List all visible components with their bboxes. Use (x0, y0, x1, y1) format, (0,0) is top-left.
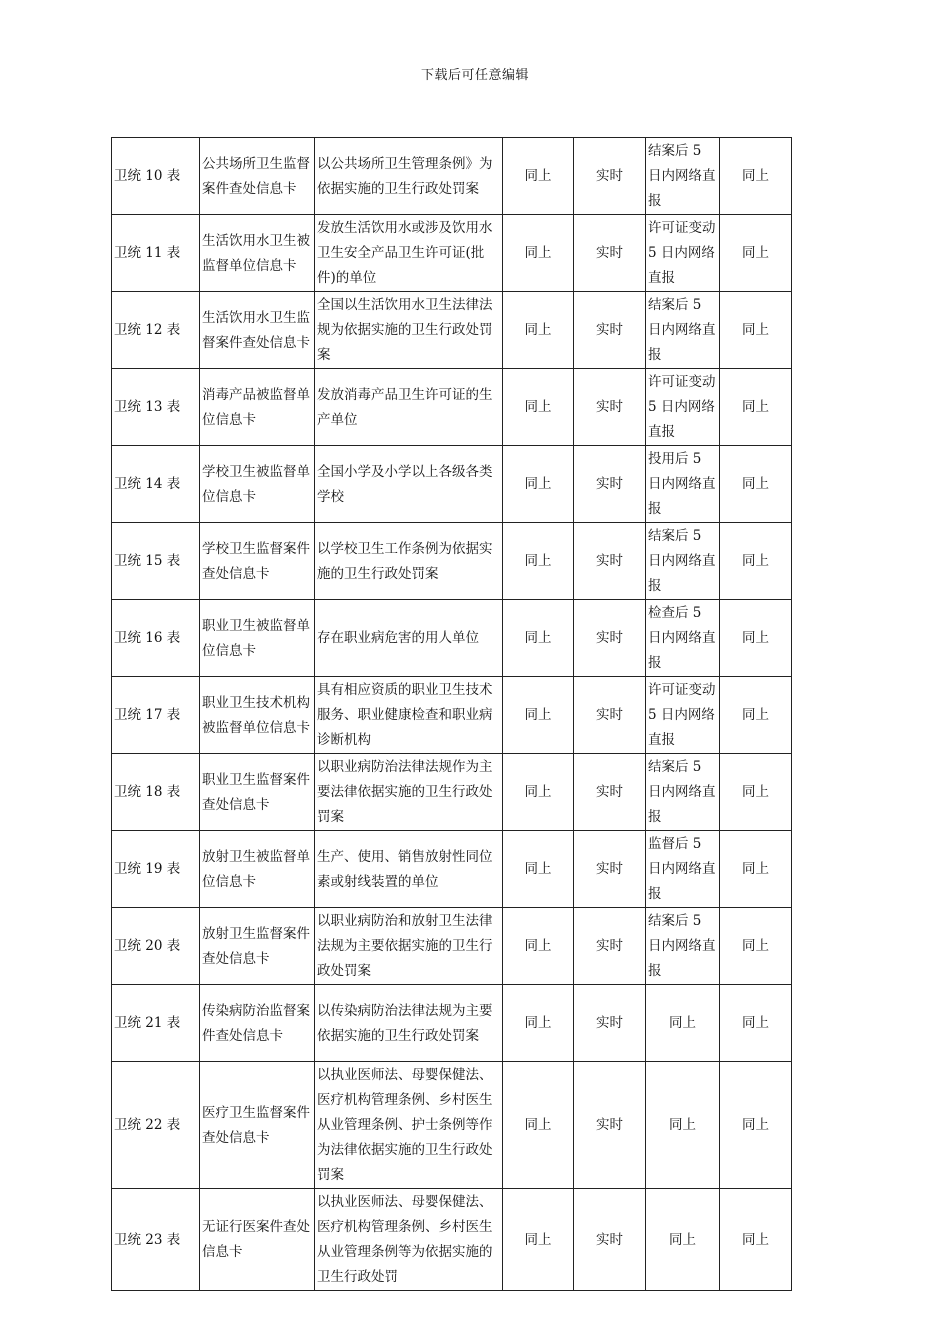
table-row (112, 1189, 792, 1291)
table-row (112, 600, 792, 677)
form-name-cell: 生活饮用水卫生被监督单位信息卡 (200, 215, 315, 292)
table-row (112, 677, 792, 754)
report-time-cell: 结案后 5 日内网络直报 (646, 754, 720, 831)
col4-cell: 同上 (503, 677, 574, 754)
form-code-cell: 卫统 14 表 (112, 446, 200, 523)
form-name-cell: 放射卫生被监督单位信息卡 (200, 831, 315, 908)
form-name-cell: 职业卫生被监督单位信息卡 (200, 600, 315, 677)
col7-cell: 同上 (720, 292, 792, 369)
col7-cell: 同上 (720, 985, 792, 1062)
form-code-cell: 卫统 13 表 (112, 369, 200, 446)
scope-cell: 全国小学及小学以上各级各类学校 (315, 446, 503, 523)
scope-cell: 生产、使用、销售放射性同位素或射线装置的单位 (315, 831, 503, 908)
col7-cell: 同上 (720, 754, 792, 831)
table-row (112, 369, 792, 446)
form-code-cell: 卫统 20 表 (112, 908, 200, 985)
table-row (112, 292, 792, 369)
col7-cell: 同上 (720, 1062, 792, 1189)
form-name-cell: 学校卫生监督案件查处信息卡 (200, 523, 315, 600)
frequency-cell: 实时 (574, 138, 646, 215)
scope-cell: 具有相应资质的职业卫生技术服务、职业健康检查和职业病诊断机构 (315, 677, 503, 754)
form-code-cell: 卫统 17 表 (112, 677, 200, 754)
col7-cell: 同上 (720, 831, 792, 908)
form-name-cell: 学校卫生被监督单位信息卡 (200, 446, 315, 523)
form-name-cell: 无证行医案件查处信息卡 (200, 1189, 315, 1291)
report-time-cell: 监督后 5 日内网络直报 (646, 831, 720, 908)
report-time-cell: 结案后 5 日内网络直报 (646, 138, 720, 215)
form-code-cell: 卫统 21 表 (112, 985, 200, 1062)
col7-cell: 同上 (720, 369, 792, 446)
scope-cell: 全国以生活饮用水卫生法律法规为依据实施的卫生行政处罚案 (315, 292, 503, 369)
table-row (112, 1062, 792, 1189)
scope-cell: 以学校卫生工作条例为依据实施的卫生行政处罚案 (315, 523, 503, 600)
frequency-cell: 实时 (574, 1189, 646, 1291)
table-row (112, 138, 792, 215)
col4-cell: 同上 (503, 523, 574, 600)
col4-cell: 同上 (503, 754, 574, 831)
frequency-cell: 实时 (574, 369, 646, 446)
form-name-cell: 医疗卫生监督案件查处信息卡 (200, 1062, 315, 1189)
col4-cell: 同上 (503, 446, 574, 523)
frequency-cell: 实时 (574, 831, 646, 908)
col4-cell: 同上 (503, 369, 574, 446)
form-code-cell: 卫统 18 表 (112, 754, 200, 831)
col7-cell: 同上 (720, 1189, 792, 1291)
col4-cell: 同上 (503, 1062, 574, 1189)
table-row (112, 831, 792, 908)
table-row (112, 523, 792, 600)
report-table-body (112, 138, 792, 1291)
form-name-cell: 职业卫生监督案件查处信息卡 (200, 754, 315, 831)
form-name-cell: 职业卫生技术机构被监督单位信息卡 (200, 677, 315, 754)
scope-cell: 以职业病防治和放射卫生法律法规为主要依据实施的卫生行政处罚案 (315, 908, 503, 985)
form-code-cell: 卫统 16 表 (112, 600, 200, 677)
report-time-cell: 投用后 5 日内网络直报 (646, 446, 720, 523)
frequency-cell: 实时 (574, 908, 646, 985)
col4-cell: 同上 (503, 985, 574, 1062)
col7-cell: 同上 (720, 600, 792, 677)
form-code-cell: 卫统 11 表 (112, 215, 200, 292)
frequency-cell: 实时 (574, 985, 646, 1062)
report-time-cell: 许可证变动 5 日内网络直报 (646, 215, 720, 292)
report-time-cell: 许可证变动 5 日内网络直报 (646, 677, 720, 754)
scope-cell: 以职业病防治法律法规作为主要法律依据实施的卫生行政处罚案 (315, 754, 503, 831)
frequency-cell: 实时 (574, 523, 646, 600)
scope-cell: 以公共场所卫生管理条例》为依据实施的卫生行政处罚案 (315, 138, 503, 215)
col7-cell: 同上 (720, 446, 792, 523)
report-time-cell: 同上 (646, 1189, 720, 1291)
form-code-cell: 卫统 12 表 (112, 292, 200, 369)
report-time-cell: 检查后 5 日内网络直报 (646, 600, 720, 677)
col4-cell: 同上 (503, 908, 574, 985)
frequency-cell: 实时 (574, 600, 646, 677)
form-name-cell: 生活饮用水卫生监督案件查处信息卡 (200, 292, 315, 369)
scope-cell: 以执业医师法、母婴保健法、医疗机构管理条例、乡村医生从业管理条例、护士条例等作为法律依据实施的卫生行政处罚案 (315, 1062, 503, 1189)
col4-cell: 同上 (503, 215, 574, 292)
scope-cell: 存在职业病危害的用人单位 (315, 600, 503, 677)
col7-cell: 同上 (720, 677, 792, 754)
frequency-cell: 实时 (574, 446, 646, 523)
form-name-cell: 传染病防治监督案件查处信息卡 (200, 985, 315, 1062)
scope-cell: 发放生活饮用水或涉及饮用水卫生安全产品卫生许可证(批件)的单位 (315, 215, 503, 292)
col4-cell: 同上 (503, 138, 574, 215)
frequency-cell: 实时 (574, 1062, 646, 1189)
col7-cell: 同上 (720, 908, 792, 985)
scope-cell: 以执业医师法、母婴保健法、医疗机构管理条例、乡村医生从业管理条例等为依据实施的卫生行政处罚 (315, 1189, 503, 1291)
col4-cell: 同上 (503, 831, 574, 908)
col4-cell: 同上 (503, 600, 574, 677)
report-time-cell: 结案后 5 日内网络直报 (646, 523, 720, 600)
col7-cell: 同上 (720, 138, 792, 215)
form-code-cell: 卫统 22 表 (112, 1062, 200, 1189)
col7-cell: 同上 (720, 523, 792, 600)
table-row (112, 985, 792, 1062)
col4-cell: 同上 (503, 292, 574, 369)
form-name-cell: 公共场所卫生监督案件查处信息卡 (200, 138, 315, 215)
table-row (112, 446, 792, 523)
col4-cell: 同上 (503, 1189, 574, 1291)
form-code-cell: 卫统 10 表 (112, 138, 200, 215)
col7-cell: 同上 (720, 215, 792, 292)
frequency-cell: 实时 (574, 215, 646, 292)
report-time-cell: 许可证变动 5 日内网络直报 (646, 369, 720, 446)
frequency-cell: 实时 (574, 677, 646, 754)
frequency-cell: 实时 (574, 292, 646, 369)
form-name-cell: 放射卫生监督案件查处信息卡 (200, 908, 315, 985)
table-row (112, 908, 792, 985)
form-code-cell: 卫统 15 表 (112, 523, 200, 600)
form-name-cell: 消毒产品被监督单位信息卡 (200, 369, 315, 446)
scope-cell: 发放消毒产品卫生许可证的生产单位 (315, 369, 503, 446)
form-code-cell: 卫统 19 表 (112, 831, 200, 908)
page-header: 下载后可任意编辑 (420, 68, 529, 83)
report-time-cell: 结案后 5 日内网络直报 (646, 908, 720, 985)
frequency-cell: 实时 (574, 754, 646, 831)
table-row (112, 754, 792, 831)
report-time-cell: 同上 (646, 1062, 720, 1189)
scope-cell: 以传染病防治法律法规为主要依据实施的卫生行政处罚案 (315, 985, 503, 1062)
report-time-cell: 结案后 5 日内网络直报 (646, 292, 720, 369)
table-row (112, 215, 792, 292)
report-table (111, 137, 792, 1291)
form-code-cell: 卫统 23 表 (112, 1189, 200, 1291)
report-time-cell: 同上 (646, 985, 720, 1062)
